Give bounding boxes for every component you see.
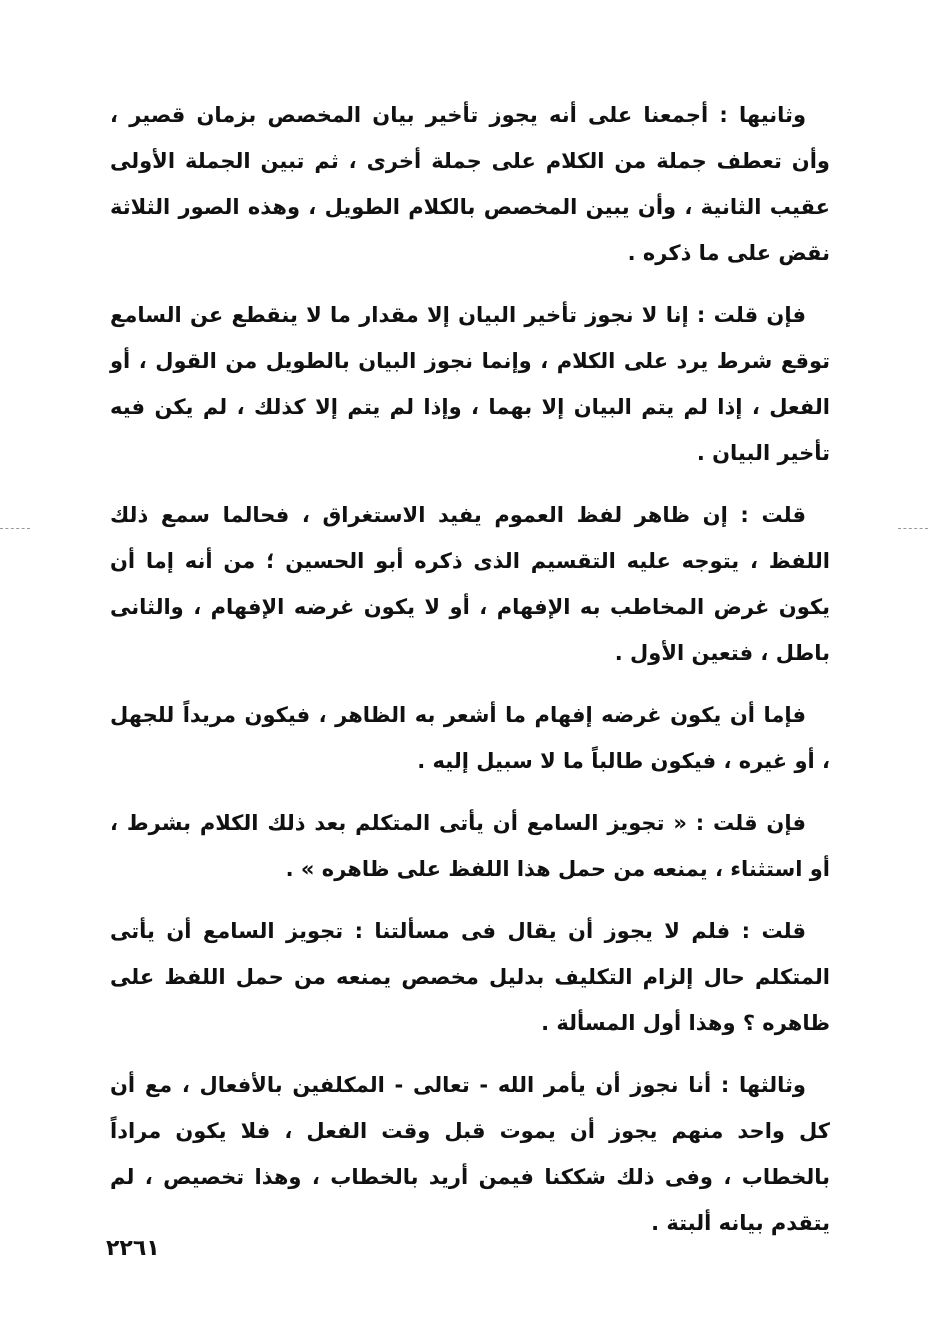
body-text [110, 92, 830, 1262]
paragraph-objection-two: فإن قلت : « تجويز السامع أن يأتى المتكلم بعد ذلك الكلام بشرط ، أو استثناء ، يمنعه من حمل هذا اللفظ على ظاهره » . [110, 811, 830, 881]
left-margin-mark [0, 528, 30, 531]
paragraph-reply-one: قلت : إن ظاهر لفظ العموم يفيد الاستغراق ، فحالما سمع ذلك اللفظ ، يتوجه عليه التقسيم الذى ذكره أبو الحسين ؛ من أنه إما أن يكون غرض المخاطب به الإفهام ، أو لا يكون غرضه الإفهام ، والثانى باطل ، فتعين الأول . [110, 503, 830, 665]
right-margin-mark [898, 528, 928, 531]
paragraph-third-argument: وثالثها : أنا نجوز أن يأمر الله - تعالى - المكلفين بالأفعال ، مع أن كل واحد منهم يجوز أن يموت قبل وقت الفعل ، فلا يكون مراداً بالخطاب ، وفى ذلك شككنا فيمن أريد بالخطاب ، وهذا تخصيص ، لم يتقدم بيانه ألبتة . [110, 1073, 830, 1235]
paragraph-reply-continued: فإما أن يكون غرضه إفهام ما أشعر به الظاهر ، فيكون مريداً للجهل ، أو غيره ، فيكون طالباً ما لا سبيل إليه . [110, 703, 830, 773]
paragraph-reply-two: قلت : فلم لا يجوز أن يقال فى مسألتنا : تجويز السامع أن يأتى المتكلم حال إلزام التكليف بدليل مخصص يمنعه من حمل اللفظ على ظاهره ؟ وهذا أول المسألة . [110, 919, 830, 1035]
page-number: ٢٢٦١ [106, 1236, 160, 1261]
paragraph-objection-one: فإن قلت : إنا لا نجوز تأخير البيان إلا مقدار ما لا ينقطع عن السامع توقع شرط يرد على الكلام ، وإنما نجوز البيان بالطويل من القول ، أو الفعل ، إذا لم يتم البيان إلا بهما ، وإذا لم يتم إلا كذلك ، لم يكن فيه تأخير البيان . [110, 303, 830, 465]
paragraph-second-argument: وثانيها : أجمعنا على أنه يجوز تأخير بيان المخصص بزمان قصير ، وأن تعطف جملة من الكلام على جملة أخرى ، ثم تبين الجملة الأولى عقيب الثانية ، وأن يبين المخصص بالكلام الطويل ، وهذه الصور الثلاثة نقض على ما ذكره . [110, 103, 830, 265]
